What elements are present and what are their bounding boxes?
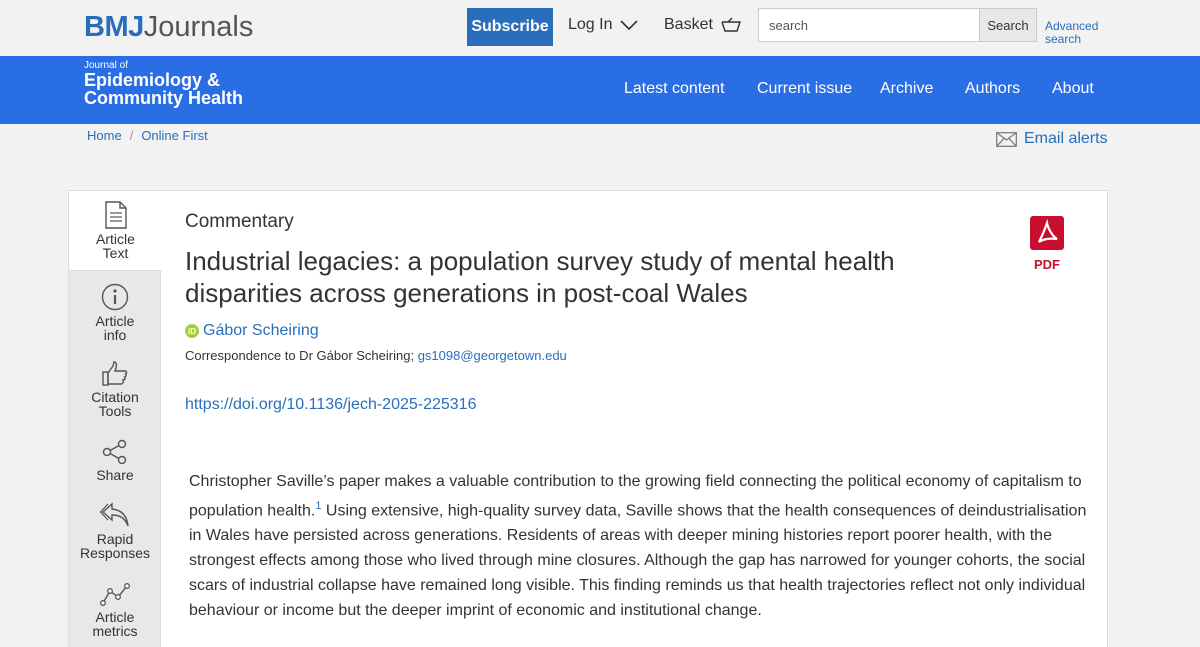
breadcrumb-separator: / [129,128,134,143]
share-icon [102,439,128,465]
breadcrumb-online-first[interactable]: Online First [141,128,208,143]
breadcrumb [87,128,208,143]
article-card [68,190,1108,647]
journal-title-small: Journal of [84,60,128,71]
info-icon [101,283,129,311]
correspondence-text: Correspondence to Dr Gábor Scheiring; [185,348,415,363]
sidebar-item-article-metrics[interactable] [69,583,161,638]
sidebar-item-label: Article [96,231,135,247]
author-name: Gábor Scheiring [203,322,319,339]
email-alerts-label: Email alerts [1024,130,1108,147]
sidebar-item-label: Article [95,609,135,625]
sidebar-item-citation-tools[interactable] [69,361,161,418]
basket-button[interactable] [664,16,741,34]
pdf-label: PDF [1034,257,1060,272]
envelope-icon [996,132,1017,147]
sidebar-item-label: Article [95,313,135,329]
correspondence [185,348,567,363]
sidebar-item-label: Share [96,467,134,483]
bmj-journals-logo[interactable] [84,10,253,44]
login-label: Log In [568,16,613,33]
journal-title-line2: Community Health [84,88,244,108]
nav-authors[interactable]: Authors [965,80,1021,97]
reply-icon [100,501,130,529]
advanced-search-link[interactable]: Advanced search [1045,19,1099,46]
chevron-down-icon [620,20,638,31]
search-input[interactable] [758,8,980,42]
sidebar-item-label: Text [102,245,129,261]
sidebar-item-article-text[interactable] [69,191,162,271]
article-title: Industrial legacies: a population survey study of mental health disparities across generations in post-coal Wales [185,246,895,308]
journal-title[interactable] [84,61,243,107]
sidebar-item-article-info[interactable] [69,283,161,342]
pdf-download-button[interactable] [1030,216,1064,272]
sidebar-item-label: Rapid [96,531,134,547]
author-link[interactable] [185,322,319,340]
nav-archive[interactable]: Archive [880,80,934,97]
orcid-icon[interactable]: iD [185,324,199,338]
nav-latest-content[interactable]: Latest content [624,80,725,97]
logo-bmj: BMJ [84,11,144,43]
top-bar [0,0,1200,56]
journal-nav-bar [0,56,1200,124]
subscribe-button[interactable]: Subscribe [467,8,553,46]
login-button[interactable] [568,16,638,34]
body-text-part1: Christopher Saville’s paper makes a valuable contribution to the growing field connecting the political economy of capitalism to population health. [189,473,1082,520]
document-icon [105,201,127,229]
reference-link[interactable]: 1 [315,500,322,512]
article-body-paragraph [189,469,1089,623]
doi-link[interactable]: https://doi.org/10.1136/jech-2025-225316 [185,396,477,413]
article-sidebar [69,191,161,647]
email-alerts-link[interactable] [996,130,1108,148]
thumbs-up-icon [102,361,128,387]
sidebar-item-label: info [103,327,127,343]
logo-journals: Journals [143,11,254,43]
article-type: Commentary [185,211,294,232]
pdf-icon [1030,216,1064,250]
correspondence-email-link[interactable]: gs1098@georgetown.edu [417,348,567,363]
breadcrumb-home[interactable]: Home [87,128,122,143]
search-button[interactable]: Search [979,8,1037,42]
nav-current-issue[interactable]: Current issue [757,80,853,97]
metrics-icon [100,583,130,607]
basket-icon [721,17,741,33]
sidebar-item-label: Responses [79,545,151,561]
body-text-part2: Using extensive, high-quality survey data, Saville shows that the health consequences of deindustrialisation in Wales have persisted across generations. Residents of areas with deeper mining histories report poorer health, with the strongest effects among those who lived through mine closures. Although the gap has narrowed for younger cohorts, the social scars of industrial collapse have remained long visible. This finding reminds us that health trajectories reflect not only individual behaviour or income but the deeper imprint of economic and institutional change. [189,502,1087,620]
sidebar-item-share[interactable] [69,439,161,482]
journal-title-line1: Epidemiology & [84,70,221,90]
sidebar-item-rapid-responses[interactable] [69,501,161,560]
basket-label: Basket [664,16,713,33]
sidebar-item-label: Citation [91,389,139,405]
sidebar-item-label: metrics [92,623,138,639]
sidebar-item-label: Tools [98,403,132,419]
nav-about[interactable]: About [1052,80,1094,97]
